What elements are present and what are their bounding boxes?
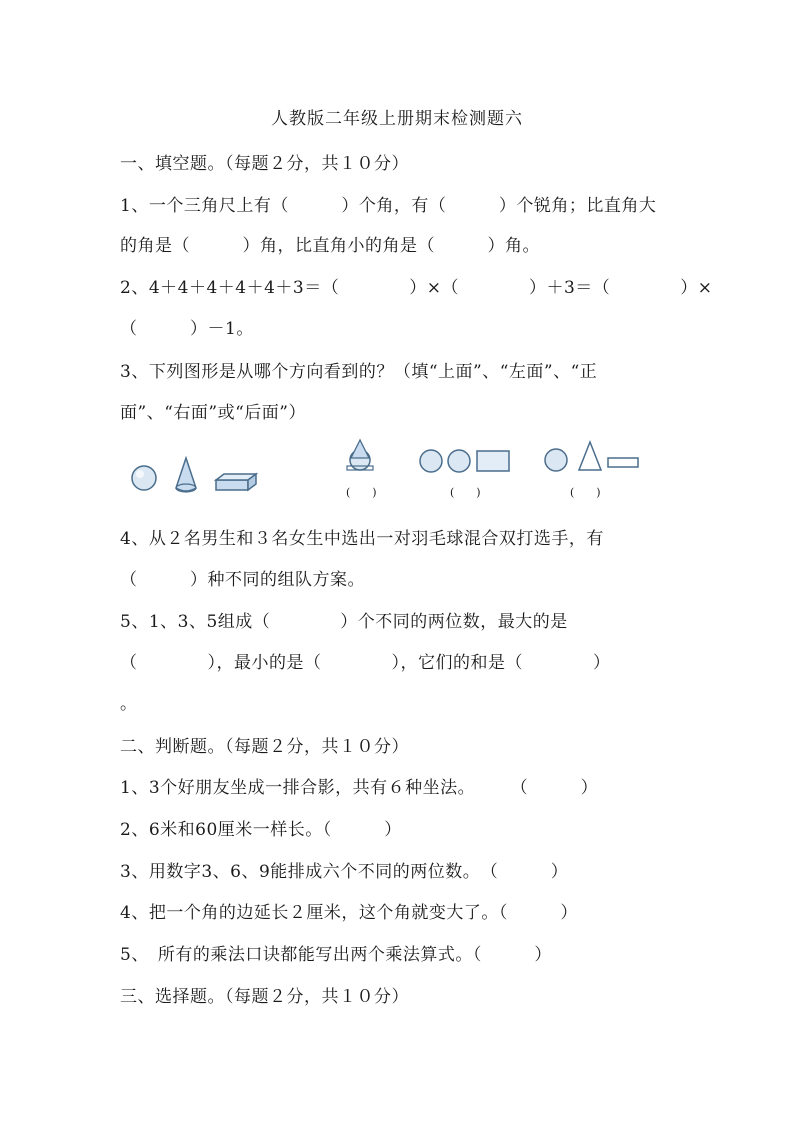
view3-answer-blank[interactable]: ( ) (570, 486, 601, 499)
q1-line1: 1、一个三角尺上有（ ）个角，有（ ）个锐角；比直角大 (120, 196, 657, 216)
q3-line2: 面”、“右面”或“后面”） (120, 403, 306, 423)
view2-shape (420, 450, 509, 472)
q5-line3: 。 (120, 694, 138, 714)
q2-line1: 2、4＋4＋4＋4＋4＋3＝（ ）×（ ）＋3＝（ ）× (120, 278, 713, 298)
page-title: 人教版二年级上册期末检测题六 (271, 109, 523, 129)
judge-item-2: 2、6米和60厘米一样长。（ ） (120, 820, 402, 840)
view1-answer-blank[interactable]: ( ) (346, 486, 377, 499)
judge-item-4: 4、把一个角的边延长２厘米，这个角就变大了。（ ） (120, 903, 578, 923)
cone-icon (176, 458, 196, 492)
q4-line2: （ ）种不同的组队方案。 (120, 570, 365, 590)
section1-heading: 一、填空题。（每题２分，共１０分） (120, 154, 409, 174)
judge-item-3: 3、用数字3、6、9能排成六个不同的两位数。 （ ） (120, 862, 569, 882)
q3-figures (120, 436, 680, 506)
section2-heading: 二、判断题。（每题２分，共１０分） (120, 737, 409, 757)
view1-shape (347, 440, 373, 470)
q2-line2: （ ）－1。 (120, 319, 254, 339)
q1-line2: 的角是（ ）角，比直角小的角是（ ）角。 (120, 236, 540, 256)
cuboid-icon (216, 474, 256, 490)
judge-item-5: 5、 所有的乘法口诀都能写出两个乘法算式。（ ） (120, 945, 552, 965)
q3-line1: 3、下列图形是从哪个方向看到的？（填“上面”、“左面”、“正 (120, 362, 598, 382)
view2-answer-blank[interactable]: ( ) (450, 486, 481, 499)
sphere-icon (132, 466, 156, 490)
view3-shape (545, 442, 638, 471)
judge-item-1: 1、3个好朋友坐成一排合影，共有６种坐法。 （ ） (120, 778, 599, 798)
q4-line1: 4、从２名男生和３名女生中选出一对羽毛球混合双打选手，有 (120, 529, 604, 549)
q5-line1: 5、1、3、5组成（ ）个不同的两位数，最大的是 (120, 612, 568, 632)
section3-heading: 三、选择题。（每题２分，共１０分） (120, 987, 409, 1007)
q5-line2: （ ），最小的是（ ），它们的和是（ ） (120, 653, 611, 673)
